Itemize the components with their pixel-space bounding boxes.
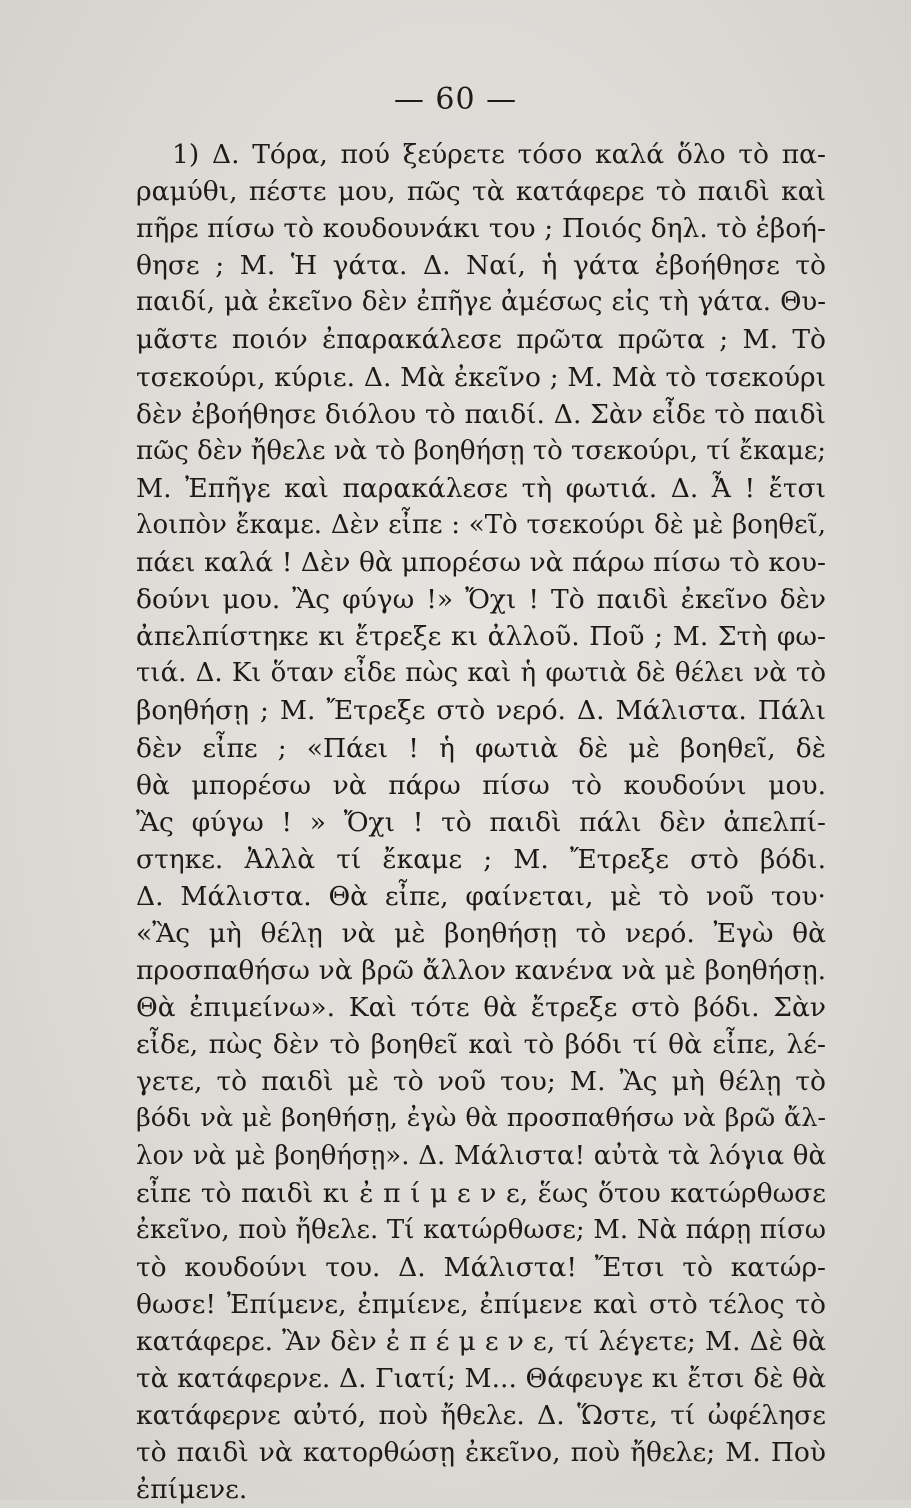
text-line: τιά. Δ. Κι ὅταν εἶδε πὼς καὶ ἡ φωτιὰ δὲ θέλει νὰ τὸ <box>136 658 826 689</box>
text-line: μᾶστε ποιόν ἐπαρακάλεσε πρῶτα πρῶτα ; Μ. Τὸ <box>136 324 826 356</box>
text-line: Μ. Ἐπῆγε καὶ παρακάλεσε τὴ φωτιά. Δ. Ἆ ! ἔτσι <box>136 472 826 504</box>
text-line: 1) Δ. Τόρα, πού ξεύρετε τόσο καλά ὅλο τὸ πα- <box>172 139 826 170</box>
text-line: εἶδε, πὼς δὲν τὸ βοηθεῖ καὶ τὸ βόδι τί θὰ εἶπε, λέ- <box>136 1029 826 1061</box>
text-line: «Ἂς μὴ θέλῃ νὰ μὲ βοηθήσῃ τὸ νερό. Ἐγὼ θὰ <box>136 917 826 949</box>
text-line: γετε, τὸ παιδὶ μὲ τὸ νοῦ του; Μ. Ἂς μὴ θέλῃ τὸ <box>136 1066 826 1098</box>
text-line: τὸ κουδούνι του. Δ. Μάλιστα! Ἔτσι τὸ κατώρ- <box>136 1251 826 1283</box>
text-line: ἐπίμενε. <box>136 1474 248 1506</box>
text-line: δὲν εἶπε ; «Πάει ! ἡ φωτιὰ δὲ μὲ βοηθεῖ, δὲ <box>136 732 826 764</box>
text-line: στηκε. Ἀλλὰ τί ἔκαμε ; Μ. Ἔτρεξε στὸ βόδι. <box>136 843 826 875</box>
text-line: ἀπελπίστηκε κι ἔτρεξε κι ἀλλοῦ. Ποῦ ; Μ. Στὴ φω- <box>136 621 826 653</box>
text-line: τὸ παιδὶ νὰ κατορθώσῃ ἐκεῖνο, ποὺ ἤθελε; Μ. Ποὺ <box>136 1437 826 1469</box>
text-line: Θὰ ἐπιμείνω». Καὶ τότε θὰ ἔτρεξε στὸ βόδι. Σὰν <box>136 992 826 1024</box>
text-line: δούνι μου. Ἂς φύγω !» Ὄχι ! Τὸ παιδὶ ἐκεῖνο δὲν <box>136 584 826 616</box>
text-line: λοιπὸν ἔκαμε. Δὲν εἶπε : «Τὸ τσεκούρι δὲ μὲ βοηθεῖ, <box>136 509 826 540</box>
text-line: λον νὰ μὲ βοηθήσῃ». Δ. Μάλιστα! αὐτὰ τὰ λόγια θὰ <box>136 1140 826 1171</box>
text-line: τσεκούρι, κύριε. Δ. Μὰ ἐκεῖνο ; Μ. Μὰ τὸ τσεκούρι <box>136 361 826 393</box>
text-line: κατάφερε. Ἂν δὲν ἐ π έ μ ε ν ε, τί λέγετε; Μ. Δὲ θὰ <box>136 1326 826 1357</box>
text-line: θωσε! Ἐπίμενε, ἐπμίενε, ἐπίμενε καὶ στὸ τέλος τὸ <box>136 1288 826 1320</box>
text-line: βόδι νὰ μὲ βοηθήσῃ, ἐγὼ θὰ προσπαθήσω νὰ βρῶ ἄλ- <box>136 1103 826 1134</box>
text-line: θὰ μπορέσω νὰ πάρω πίσω τὸ κουδούνι μου. <box>136 769 826 801</box>
text-line: προσπαθήσω νὰ βρῶ ἄλλον κανένα νὰ μὲ βοηθήσῃ. <box>136 955 826 987</box>
text-line: δὲν ἐβοήθησε διόλου τὸ παιδί. Δ. Σὰν εἶδε τὸ παιδὶ <box>136 398 826 430</box>
text-line: Ἂς φύγω ! » Ὄχι ! τὸ παιδὶ πάλι δὲν ἀπελπί- <box>136 806 826 838</box>
text-line: ἐκεῖνο, ποὺ ἤθελε. Τί κατώρθωσε; Μ. Νὰ πάρῃ πίσω <box>136 1214 826 1245</box>
text-line: παιδί, μὰ ἐκεῖνο δὲν ἐπῆγε ἀμέσως εἰς τὴ γάτα. Θυ- <box>136 287 826 318</box>
text-line: πάει καλά ! Δὲν θὰ μπορέσω νὰ πάρω πίσω τὸ κου- <box>136 547 826 579</box>
body-text <box>136 136 826 1508</box>
text-line: βοηθήσῃ ; Μ. Ἔτρεξε στὸ νερό. Δ. Μάλιστα. Πάλι <box>136 695 826 727</box>
text-line: πῶς δὲν ἤθελε νὰ τὸ βοηθήσῃ τὸ τσεκούρι, τί ἔκαμε; <box>136 435 827 466</box>
text-line: θησε ; Μ. Ἡ γάτα. Δ. Ναί, ἡ γάτα ἐβοήθησε τὸ <box>136 250 826 282</box>
page-number: — 60 — <box>393 82 518 117</box>
text-line: κατάφερνε αὐτό, ποὺ ἤθελε. Δ. Ὥστε, τί ὠφέλησε <box>136 1400 826 1432</box>
text-line: Δ. Μάλιστα. Θὰ εἶπε, φαίνεται, μὲ τὸ νοῦ του· <box>136 880 826 912</box>
text-line: τὰ κατάφερνε. Δ. Γιατί; Μ... Θάφευγε κι ἔτσι δὲ θὰ <box>136 1363 826 1395</box>
text-line: ραμύθι, πέστε μου, πῶς τὰ κατάφερε τὸ παιδὶ καὶ <box>136 176 826 208</box>
text-line: πῆρε πίσω τὸ κουδουνάκι του ; Ποιός δηλ. τὸ ἐβοή- <box>136 213 826 245</box>
text-line: εἶπε τὸ παιδὶ κι ἐ π ί μ ε ν ε, ἕως ὅτου κατώρθωσε <box>136 1177 826 1209</box>
